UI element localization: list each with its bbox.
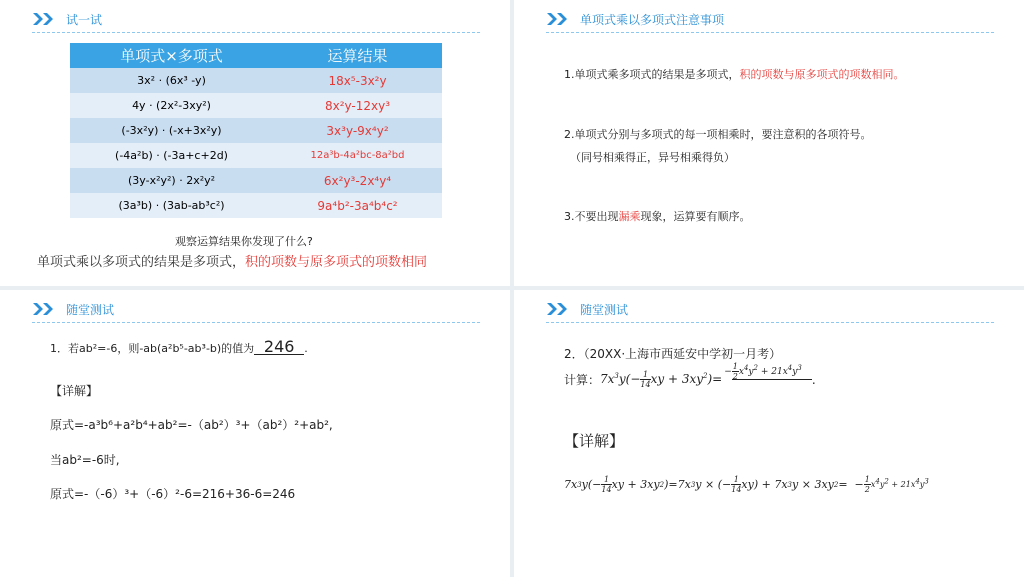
conclusion-text bbox=[37, 251, 427, 270]
double-chevron-icon bbox=[546, 12, 570, 26]
answer-blank: 246 bbox=[254, 340, 304, 355]
result-table bbox=[70, 43, 442, 218]
note-1 bbox=[564, 66, 905, 82]
divider bbox=[546, 32, 994, 33]
panel-header bbox=[546, 9, 724, 29]
note-2-hint: （同号相乘得正，异号相乘得负） bbox=[570, 151, 735, 164]
result-cell: 18x⁵-3x²y bbox=[273, 68, 442, 93]
conclusion-plain: 单项式乘以多项式的结果是多项式， bbox=[37, 255, 246, 270]
panel-header bbox=[546, 299, 628, 319]
double-chevron-icon bbox=[32, 12, 56, 26]
panel-header bbox=[32, 9, 102, 29]
table-header-result: 运算结果 bbox=[273, 43, 442, 68]
result-cell: 3x³y-9x⁴y² bbox=[273, 118, 442, 143]
panel-title: 随堂测试 bbox=[66, 302, 115, 317]
answer-formula: − $\frac{1}{2}$ $x^4y^2 + 21x^4y^3$ bbox=[724, 362, 802, 381]
note-2: 2.单项式分别与多项式的每一项相乘时，要注意积的各项符号。 bbox=[564, 128, 872, 141]
calc-formula: $7x^3y(-$ $\frac{1}{14}$ xy + $3xy^2)=$ bbox=[600, 370, 723, 389]
table-row bbox=[70, 143, 442, 168]
solution-line-2: 当ab²=-6时, bbox=[50, 453, 120, 467]
panel-notes bbox=[514, 0, 1024, 286]
divider bbox=[32, 32, 480, 33]
conclusion-red: 积的项数与原多项式的项数相同 bbox=[245, 255, 428, 270]
solution-line-1: 原式=-a³b⁶+a²b⁴+ab²=-（ab²）³+（ab²）²+ab², bbox=[50, 418, 333, 432]
table-row bbox=[70, 118, 442, 143]
double-chevron-icon bbox=[546, 302, 570, 316]
expr-cell: (-3x²y) · (-x+3x²y) bbox=[70, 118, 273, 143]
calc-label: 计算： bbox=[564, 373, 601, 387]
note-3-red: 漏乘 bbox=[618, 210, 641, 223]
note-1-plain: 1.单项式乘多项式的结果是多项式， bbox=[564, 68, 740, 81]
result-cell: 8x²y-12xy³ bbox=[273, 93, 442, 118]
question-1-suffix: . bbox=[304, 342, 308, 355]
expr-cell: 3x² · (6x³ -y) bbox=[70, 68, 273, 93]
double-chevron-icon bbox=[32, 302, 56, 316]
panel-try bbox=[0, 0, 510, 286]
divider bbox=[546, 322, 994, 323]
panel-quiz-1 bbox=[0, 290, 510, 577]
table-row bbox=[70, 93, 442, 118]
calc-line: 计算： $7x^3y(-$ $\frac{1}{14}$ xy + $3xy^2)=$ − $\frac{1}{2}$ $x^4y^2 + 21x^4y^3$ . bbox=[564, 362, 816, 389]
panel-title: 随堂测试 bbox=[580, 302, 629, 317]
panel-title: 试一试 bbox=[66, 12, 103, 27]
expr-cell: 4y · (2x²-3xy²) bbox=[70, 93, 273, 118]
question-text: 观察运算结果你发现了什么? bbox=[175, 235, 313, 248]
solution-formula: 7x 3 y(− $\frac{1}{14}$ xy + 3xy 2 )=7x 3 y × (− $\frac{1}{14}$ xy) + 7x 3 y × 3xy 2 = − $\frac{1}{2}$ $x^4y^2 + 21x^4y^3$ bbox=[564, 475, 929, 494]
result-cell: 9a⁴b²-3a⁴b⁴c² bbox=[273, 193, 442, 218]
table-row bbox=[70, 193, 442, 218]
question-2: 2．（20XX·上海市西延安中学初一月考） bbox=[564, 347, 782, 361]
panel-title: 单项式乘以多项式注意事项 bbox=[580, 12, 725, 27]
question-1-text: 1．若ab²=-6，则-ab(a²b⁵-ab³-b)的值为 bbox=[50, 342, 255, 355]
result-cell: 6x²y³-2x⁴y⁴ bbox=[273, 168, 442, 193]
note-3-a: 3.不要出现 bbox=[564, 210, 619, 223]
table-row bbox=[70, 168, 442, 193]
panel-quiz-2 bbox=[514, 290, 1024, 577]
result-cell: 12a³b-4a²bc-8a²bd bbox=[273, 143, 442, 168]
expr-cell: (3y-x²y²) · 2x²y² bbox=[70, 168, 273, 193]
solution-line-3: 原式=-（-6）³+（-6）²-6=216+36-6=246 bbox=[50, 487, 296, 501]
table-row bbox=[70, 68, 442, 93]
note-1-red: 积的项数与原多项式的项数相同。 bbox=[739, 68, 905, 81]
divider bbox=[32, 322, 480, 323]
expr-cell: (3a³b) · (3ab-ab³c²) bbox=[70, 193, 273, 218]
expr-cell: (-4a²b) · (-3a+c+2d) bbox=[70, 143, 273, 168]
note-3 bbox=[564, 208, 751, 224]
table-header-expr: 单项式×多项式 bbox=[70, 43, 273, 68]
question-1 bbox=[50, 337, 308, 356]
note-3-b: 现象，运算要有顺序。 bbox=[640, 210, 751, 223]
detail-label: 【详解】 bbox=[50, 384, 99, 398]
detail-label: 【详解】 bbox=[564, 432, 625, 450]
panel-header bbox=[32, 299, 114, 319]
